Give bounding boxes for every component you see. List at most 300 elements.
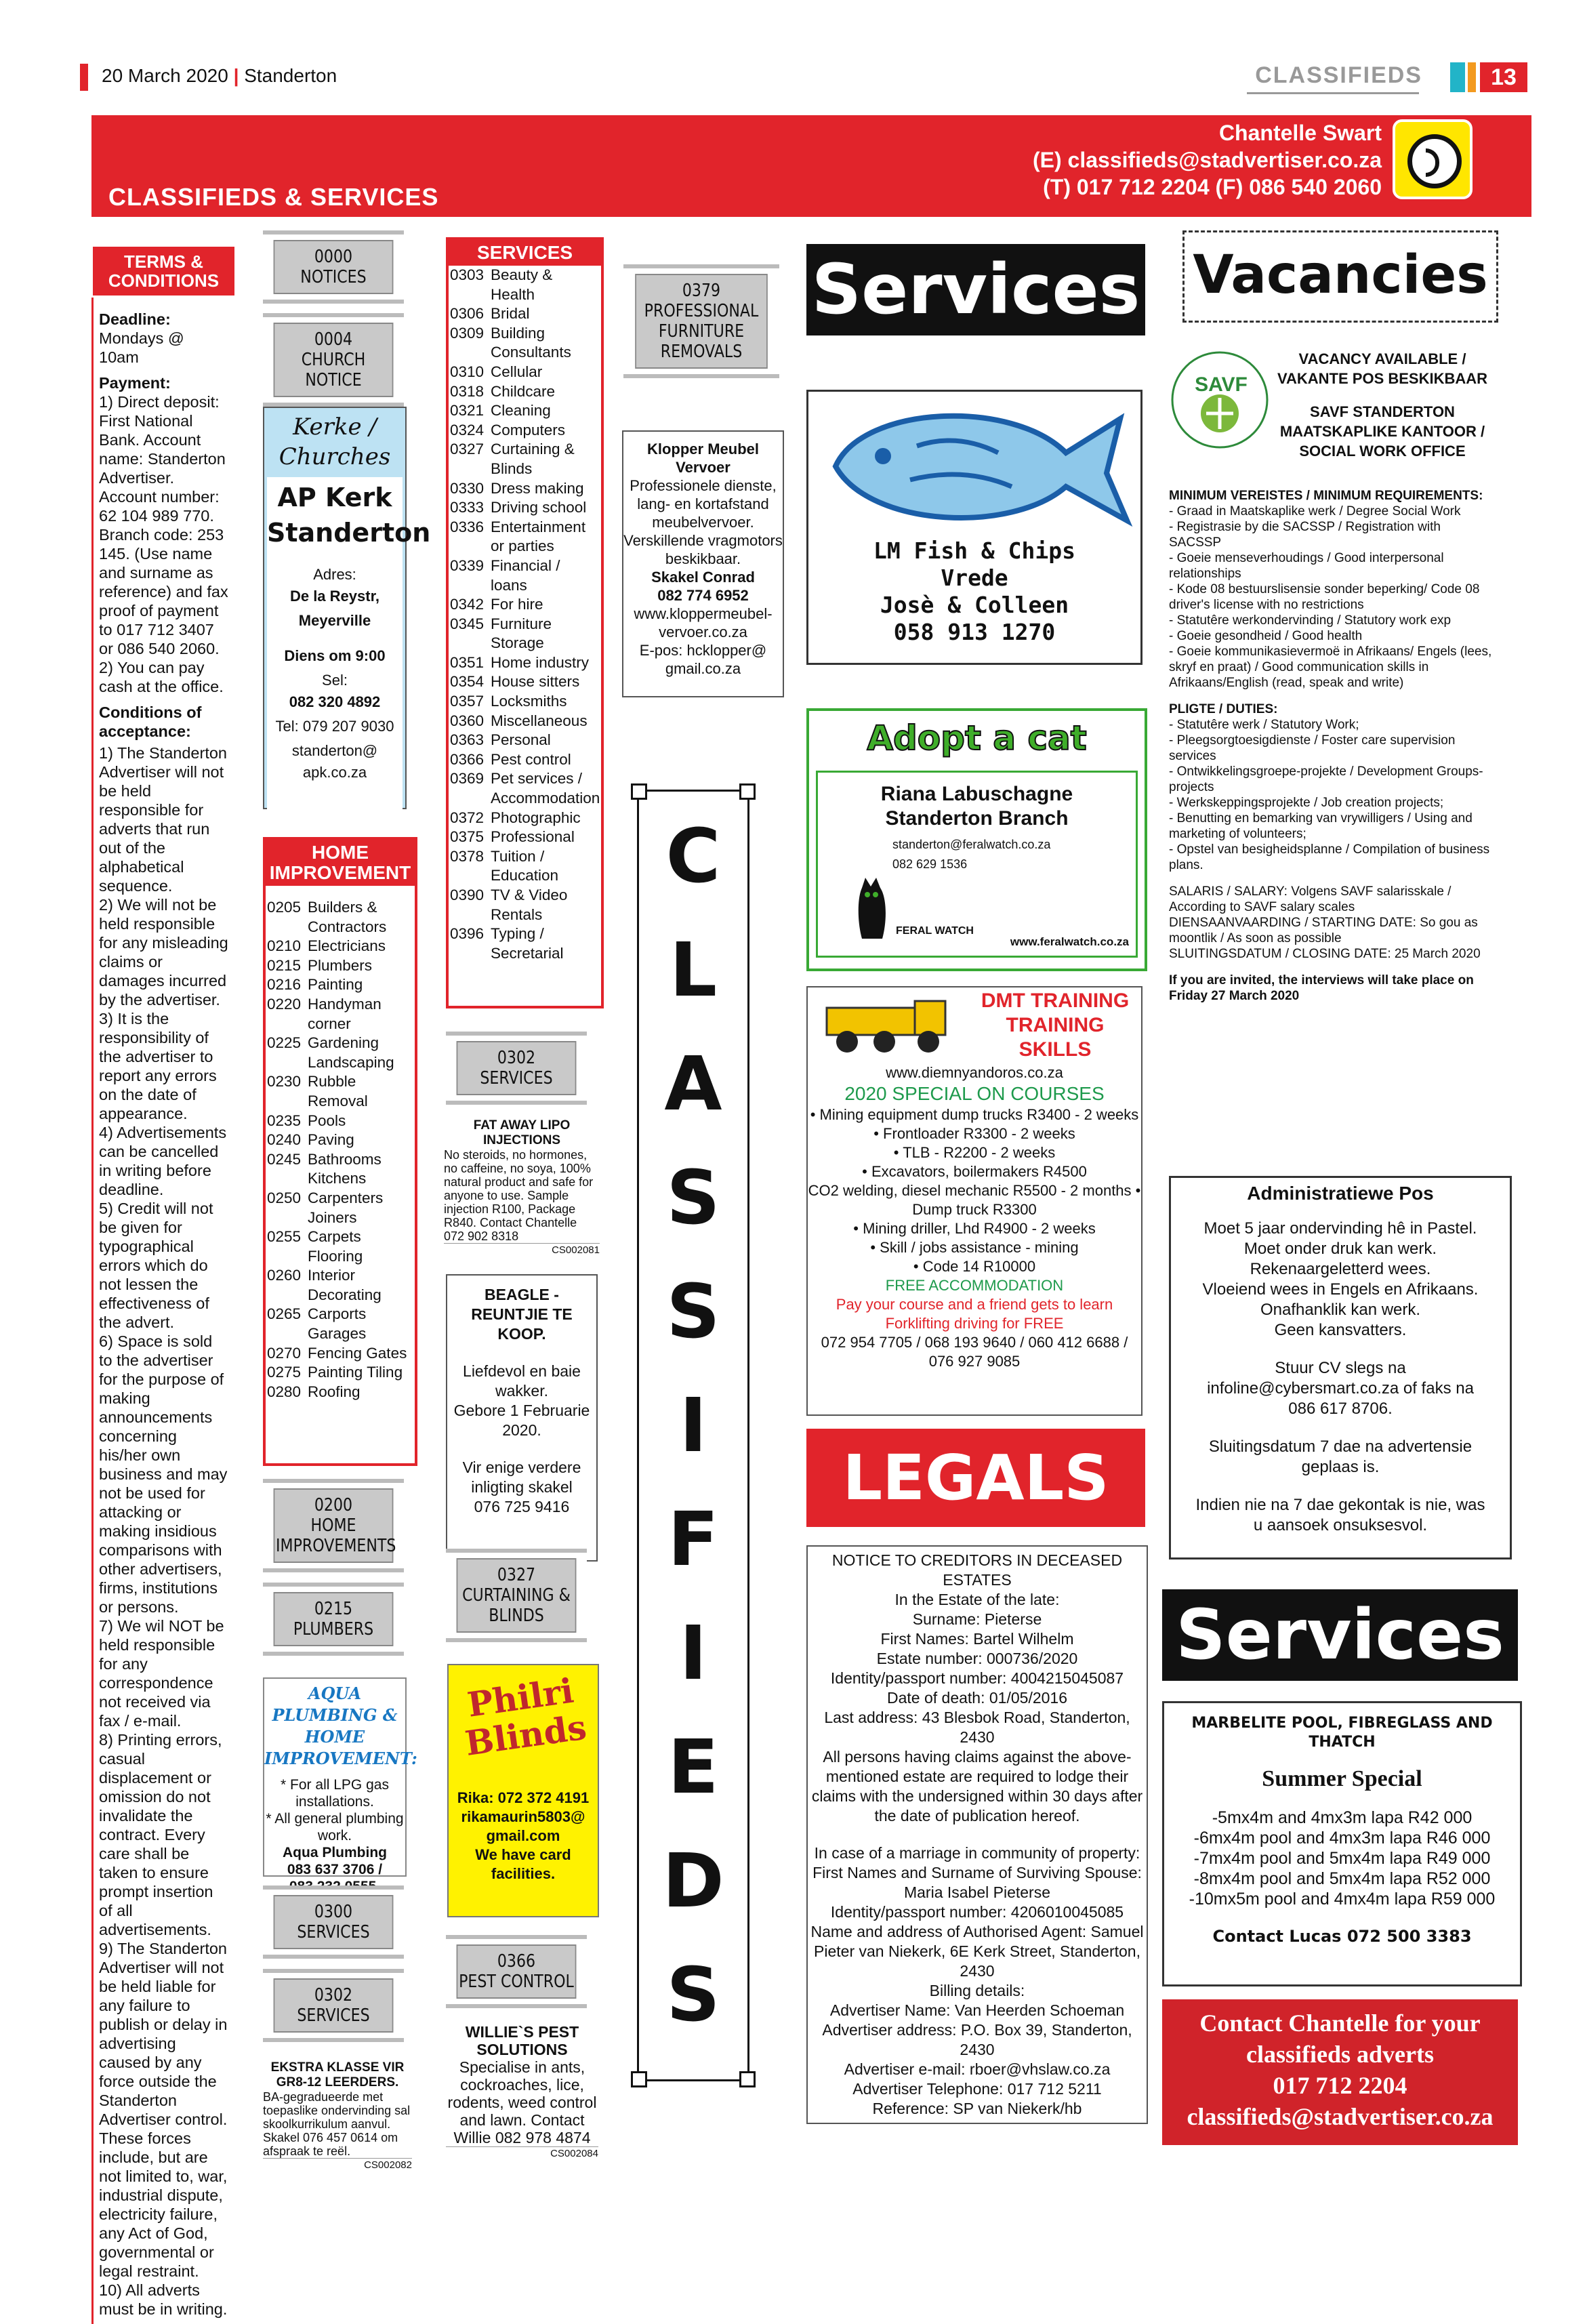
- duty-item: - Ontwikkelingsgroepe-projekte / Development Groups-projects: [1169, 765, 1483, 794]
- list-item: [450, 595, 600, 615]
- services-index: [446, 237, 604, 1008]
- heading-label: PEST CONTROL: [459, 1972, 574, 1992]
- duty-item: - Benutting en bemarking van vrywilligers / Using and marketing of volunteers;: [1169, 811, 1473, 841]
- dmt-training-ad: [806, 986, 1143, 1416]
- notice-line: First Names and Surname of Surviving Spouse: Maria Isabel Pieterse: [812, 1864, 1142, 1901]
- classifieds-vertical-banner: [637, 790, 749, 2081]
- list-item: [450, 712, 600, 731]
- cat-title: Adopt a cat: [867, 718, 1087, 758]
- list-item-code: 0378: [450, 847, 485, 865]
- notice-line: First Names: Bartel Wilhelm: [880, 1630, 1074, 1648]
- church-name: AP Kerk Standerton: [267, 483, 431, 548]
- chantelle-line-4: classifieds@stadvertiser.co.za: [1187, 2103, 1494, 2130]
- dump-truck-illustration: [813, 994, 962, 1055]
- list-item-name: Paving: [308, 1131, 354, 1149]
- heading-code: 0000: [314, 247, 353, 267]
- page-date: 20 March 2020: [102, 65, 228, 86]
- header-orange-bar: [1468, 62, 1476, 92]
- admin-line-2: Moet onder druk kan werk.: [1243, 1240, 1437, 1258]
- list-item-code: 0245: [267, 1150, 302, 1168]
- list-item-name: House sitters: [491, 673, 580, 691]
- admin-line-3: Rekenaargeletterd wees.: [1250, 1260, 1431, 1278]
- chantelle-line-3: 017 712 2204: [1273, 2072, 1407, 2099]
- list-item-code: 0215: [267, 956, 302, 974]
- duty-item: - Statutêre werk / Statutory Work;: [1169, 718, 1359, 732]
- notice-line: Billing details:: [929, 1982, 1025, 1999]
- contact-chantelle-ad: [1162, 1999, 1518, 2145]
- list-item-name: Painting Tiling: [308, 1364, 403, 1381]
- creditors-notice: [806, 1545, 1148, 2124]
- admin-line-4: Vloeiend wees in Engels en Afrikaans.: [1202, 1280, 1479, 1299]
- list-item: [450, 847, 600, 886]
- list-item-code: 0330: [450, 479, 485, 497]
- heading-label: SERVICES: [480, 1068, 553, 1088]
- list-item-code: 0235: [267, 1112, 302, 1129]
- admin-line-9: Indien nie na 7 dae gekontak is nie, was u aansoek onsuksesvol.: [1195, 1496, 1485, 1534]
- section-underline: [1247, 92, 1419, 94]
- list-item: [267, 1130, 413, 1150]
- list-item-code: 0375: [450, 828, 485, 846]
- dmt-course: • Mining driller, Lhd R4900 - 2 weeks: [853, 1220, 1096, 1237]
- starting-date: DIENSAANVAARDING / STARTING DATE: So gou as moontlik / As soon as possible: [1169, 916, 1478, 945]
- services-heading-2: Services: [1162, 1589, 1518, 1681]
- heading-0366: [446, 1935, 587, 2008]
- vacancy-title-2: SAVF STANDERTON MAATSKAPLIKE KANTOOR / SOCIAL WORK OFFICE: [1279, 403, 1485, 460]
- heading-0215: [263, 1583, 404, 1656]
- list-item-code: 0303: [450, 266, 485, 283]
- list-item: [450, 421, 600, 441]
- lipo-title: FAT AWAY LIPO INJECTIONS: [473, 1118, 571, 1147]
- vertical-letter: S: [666, 1268, 720, 1355]
- vacancy-title-1: VACANCY AVAILABLE / VAKANTE POS BESKIKBAAR: [1277, 350, 1488, 387]
- home-improvement-list: [266, 898, 415, 1402]
- phone-icon: [1393, 119, 1473, 199]
- fish-line-1: LM Fish & Chips: [873, 537, 1075, 564]
- church-cell: 082 320 4892: [289, 693, 381, 710]
- header-cyan-bar: [1450, 62, 1465, 92]
- price-item: -8mx4m pool and 5mx4m lapa R52 000: [1193, 1869, 1491, 1888]
- list-item-name: Interior Decorating: [308, 1267, 382, 1303]
- list-item: [450, 653, 600, 673]
- condition-2: 2) We will not be held responsible for any misleading claims or damages incurred by the advertiser.: [99, 896, 228, 1008]
- list-item-code: 0360: [450, 712, 485, 729]
- dmt-list: [808, 1105, 1141, 1276]
- closing-date: SLUITINGSDATUM / CLOSING DATE: 25 March 2020: [1169, 947, 1481, 961]
- notice-line: NOTICE TO CREDITORS IN DECEASED ESTATES: [831, 1551, 1123, 1589]
- list-item: [450, 440, 600, 478]
- requirements-list: [1169, 504, 1494, 691]
- services-title: SERVICES: [449, 240, 601, 266]
- church-email-2: apk.co.za: [302, 764, 367, 781]
- list-item: [267, 1072, 413, 1111]
- condition-8: 8) Printing errors, casual displacement or omission do not invalidate the contract. Every care shall be taken to ensure prompt insertion of all advertisements.: [99, 1731, 222, 1938]
- notice-line: Identity/passport number: 4004215045087: [830, 1669, 1124, 1687]
- list-item-code: 0230: [267, 1073, 302, 1090]
- list-item: [450, 518, 600, 556]
- list-item-name: Cellular: [491, 363, 543, 380]
- notice-line: Advertiser address: P.O. Box 39, Standerton, 2430: [822, 2021, 1132, 2058]
- list-item: [267, 1189, 413, 1227]
- notice-line: Reference: SP van Niekerk/hb: [872, 2100, 1082, 2117]
- notice-line: [808, 1826, 1147, 1843]
- vertical-letter: I: [679, 1610, 707, 1696]
- lipo-ref: CS002081: [444, 1243, 600, 1257]
- requirement-item: - Statutêre werkondervinding / Statutory work exp: [1169, 613, 1452, 628]
- page-number: 13: [1480, 62, 1527, 92]
- list-item-name: Pest control: [491, 750, 571, 768]
- list-item-code: 0250: [267, 1189, 302, 1206]
- cat-phone: 082 629 1536: [892, 857, 968, 871]
- price-item: -10mx5m pool and 4mx4m lapa R59 000: [1189, 1890, 1496, 1909]
- marbelite-ad: [1162, 1701, 1522, 1986]
- list-item-name: Handyman corner: [308, 995, 382, 1032]
- admin-position-ad: [1169, 1176, 1512, 1559]
- list-item-name: Financial / loans: [491, 556, 560, 594]
- list-item-name: Tuition / Education: [491, 847, 559, 884]
- list-item-name: Painting: [308, 976, 363, 994]
- klopper-web: www.kloppermeubel-vervoer.co.za: [634, 605, 773, 640]
- terms-column: [91, 247, 234, 2324]
- vertical-letter: A: [664, 1040, 722, 1127]
- list-item: [450, 266, 600, 304]
- vertical-letter: C: [665, 813, 721, 899]
- list-item: [267, 975, 413, 995]
- contact-email: (E) classifieds@stadvertiser.co.za: [1033, 148, 1382, 172]
- church-address-1: De la Reystr,: [289, 588, 380, 605]
- admin-line-1: Moet 5 jaar ondervinding hê in Pastel.: [1203, 1219, 1477, 1238]
- list-item-code: 0220: [267, 995, 302, 1013]
- list-item-code: 0327: [450, 441, 485, 458]
- list-item-code: 0265: [267, 1305, 302, 1323]
- condition-7: 7) We wil NOT be held responsible for any correspondence not received via fax / e-mail.: [99, 1617, 224, 1730]
- fish-chips-ad: [806, 390, 1143, 665]
- list-item-code: 0366: [450, 750, 485, 768]
- heading-0302-col2: [263, 1969, 404, 2042]
- list-item-code: 0321: [450, 402, 485, 420]
- church-service-time: Diens om 9:00: [284, 647, 386, 664]
- condition-1: 1) The Standerton Advertiser will not be held responsible for adverts that run out of the alphabetical sequence.: [99, 744, 227, 895]
- list-item: [450, 615, 600, 653]
- list-item-code: 0333: [450, 499, 485, 516]
- heading-0379: [623, 264, 779, 378]
- heading-code: 0300: [314, 1902, 353, 1922]
- list-item: [267, 1305, 413, 1343]
- condition-5: 5) Credit will not be given for typographical errors which do not lessen the effectiveness of the advert.: [99, 1200, 213, 1331]
- heading-label: PLUMBERS: [293, 1619, 374, 1639]
- notice-line: All persons having claims against the above-mentioned estate are required to lodge their claims with the undersigned within 30 days after the date of publication hereof.: [811, 1748, 1143, 1824]
- list-item: [450, 382, 600, 402]
- heading-label: SERVICES: [297, 2005, 370, 2026]
- list-item-name: Driving school: [491, 499, 587, 516]
- list-item-code: 0339: [450, 556, 485, 574]
- list-item: [267, 1383, 413, 1402]
- list-item-name: Fencing Gates: [308, 1344, 407, 1362]
- duties-list: [1169, 717, 1494, 873]
- aqua-line-4: 083 637 3706 /: [287, 1862, 383, 1877]
- list-item: [450, 769, 600, 808]
- vertical-letter: S: [666, 1951, 720, 2038]
- dmt-special: 2020 SPECIAL ON COURSES: [844, 1083, 1105, 1104]
- list-item-name: Plumbers: [308, 956, 373, 974]
- payment-label: Payment:: [99, 374, 171, 392]
- church-cell-label: Sel:: [322, 672, 348, 689]
- list-item: [450, 828, 600, 847]
- list-item-code: 0336: [450, 518, 485, 535]
- list-item: [267, 1227, 413, 1266]
- cat-web: www.feralwatch.co.za: [1010, 935, 1129, 948]
- list-item-name: Builders & Contractors: [308, 899, 387, 935]
- requirements-head: MINIMUM VEREISTES / MINIMUM REQUIREMENTS:: [1169, 489, 1483, 503]
- list-item-code: 0318: [450, 382, 485, 400]
- paper-name: Standerton: [244, 65, 337, 86]
- heading-0300: [263, 1885, 404, 1959]
- list-item: [267, 1344, 413, 1364]
- list-item-code: 0255: [267, 1228, 302, 1246]
- condition-3: 3) It is the responsibility of the advertiser to report any errors on the date of appearance.: [99, 1010, 217, 1122]
- price-item: -7mx4m pool and 5mx4m lapa R49 000: [1193, 1849, 1491, 1868]
- list-item-code: 0354: [450, 673, 485, 691]
- dmt-phones: 072 954 7705 / 068 193 9640 / 060 412 6688 / 076 927 9085: [821, 1334, 1128, 1370]
- list-item-code: 0275: [267, 1364, 302, 1381]
- dmt-web: www.diemnyandoros.co.za: [886, 1064, 1063, 1081]
- notice-line: In case of a marriage in community of property:: [814, 1844, 1140, 1862]
- contact-phone: (T) 017 712 2204 (F) 086 540 2060: [1043, 175, 1382, 199]
- list-item: [267, 937, 413, 956]
- list-item-name: Rubble Removal: [308, 1073, 368, 1109]
- list-item-name: Bridal: [491, 305, 530, 323]
- vacancies-heading: Vacancies: [1193, 245, 1488, 306]
- list-item-name: Photographic: [491, 809, 581, 826]
- chantelle-line-2: classifieds adverts: [1246, 2041, 1434, 2068]
- notice-line: Advertiser Telephone: 017 712 5211: [852, 2080, 1102, 2098]
- marbelite-special: Summer Special: [1262, 1766, 1422, 1791]
- list-item-code: 0210: [267, 937, 302, 955]
- klopper-email: E-pos: hcklopper@ gmail.co.za: [639, 642, 767, 677]
- vertical-letter: E: [667, 1724, 719, 1810]
- church-tel: Tel: 079 207 9030: [275, 718, 394, 735]
- requirement-item: - Registrasie by die SACSSP / Registration with SACSSP: [1169, 520, 1441, 550]
- legals-heading: LEGALS: [806, 1429, 1145, 1527]
- list-item-name: Locksmiths: [491, 693, 567, 710]
- admin-line-7: Stuur CV slegs na infoline@cybersmart.co.za of faks na 086 617 8706.: [1207, 1359, 1474, 1418]
- heading-code: 0200: [314, 1495, 353, 1515]
- list-item-name: Building Consultants: [491, 324, 571, 361]
- condition-4: 4) Advertisements can be cancelled in writing before deadline.: [99, 1124, 227, 1198]
- list-item-name: Pools: [308, 1112, 346, 1129]
- philri-line-2: rikamaurin5803@: [461, 1808, 585, 1825]
- deadline-value: Mondays @ 10am: [99, 329, 184, 366]
- list-item-name: Cleaning: [491, 402, 551, 420]
- corner-ornament: [739, 783, 756, 800]
- duty-item: - Pleegsorgtoesigdienste / Foster care supervision services: [1169, 733, 1456, 763]
- savf-logo-text: SAVF: [1195, 373, 1248, 396]
- notice-line: In the Estate of the late:: [894, 1591, 1060, 1608]
- condition-10: 10) All adverts must be in writing.: [99, 2281, 228, 2318]
- beagle-line-3: Vir enige verdere inligting skakel: [462, 1459, 581, 1496]
- list-item-code: 0372: [450, 809, 485, 826]
- list-item: [450, 479, 600, 499]
- list-item-code: 0270: [267, 1344, 302, 1362]
- dmt-pay: Pay your course and a friend gets to learn Forklifting driving for FREE: [836, 1296, 1113, 1332]
- willie-title: WILLIE`S PEST SOLUTIONS: [465, 2023, 579, 2058]
- list-item-name: Bathrooms Kitchens: [308, 1150, 382, 1187]
- aqua-line-2: * All general plumbing work.: [266, 1811, 404, 1843]
- heading-code: 0327: [497, 1565, 536, 1585]
- heading-0000: [263, 230, 404, 304]
- ekstra-ref: CS002082: [263, 2158, 412, 2172]
- notice-line: Name and address of Authorised Agent: Samuel Pieter van Niekerk, 6E Kerk Street, Standerton, 2430: [810, 1923, 1144, 1980]
- list-item-name: Pet services / Accommodation: [491, 770, 600, 807]
- duties-head: PLIGTE / DUTIES:: [1169, 702, 1278, 716]
- list-item-code: 0205: [267, 899, 302, 916]
- list-item-name: Electricians: [308, 937, 386, 955]
- notice-line: Last address: 43 Blesbok Road, Standerton, 2430: [824, 1709, 1130, 1746]
- cat-name-2: Standerton Branch: [885, 807, 1069, 830]
- list-item-code: 0306: [450, 305, 485, 323]
- admin-line-8: Sluitingsdatum 7 dae na advertensie geplaas is.: [1208, 1438, 1473, 1476]
- list-item-name: Dress making: [491, 479, 584, 497]
- list-item-code: 0260: [267, 1267, 302, 1284]
- savf-logo-icon: [1169, 349, 1271, 451]
- condition-6: 6) Space is sold to the advertiser for the purpose of making announcements concerning his/her own business and may not be used for attacking or making insidious comparisons with other advertisers, firms, institutions or persons.: [99, 1332, 228, 1616]
- requirement-item: - Graad in Maatskaplike werk / Degree Social Work: [1169, 504, 1461, 518]
- list-item: [267, 1150, 413, 1189]
- list-item-name: TV & Video Rentals: [491, 886, 568, 923]
- fish-line-2: Vrede: [941, 565, 1008, 591]
- corner-ornament: [739, 2071, 756, 2087]
- list-item-name: Home industry: [491, 653, 590, 671]
- dmt-course: • Frontloader R3300 - 2 weeks: [873, 1125, 1075, 1142]
- vertical-letter: I: [679, 1382, 707, 1469]
- church-address-label: Adres:: [313, 566, 356, 583]
- notice-line: Surname: Pieterse: [912, 1610, 1042, 1628]
- cat-silhouette-icon: [852, 874, 892, 942]
- dmt-course: • Code 14 R10000: [913, 1258, 1036, 1275]
- willie-body: Specialise in ants, cockroaches, lice, rodents, weed control and lawn. Contact Willie 082 978 4874: [447, 2058, 597, 2146]
- price-item: -5mx4m and 4mx3m lapa R42 000: [1212, 1808, 1473, 1827]
- dmt-course: • TLB - R2200 - 2 weeks: [893, 1144, 1056, 1161]
- banner-title: CLASSIFIEDS & SERVICES: [108, 183, 439, 211]
- klopper-title: Klopper Meubel Vervoer: [646, 441, 759, 476]
- corner-ornament: [631, 783, 647, 800]
- heading-code: 0004: [314, 329, 353, 350]
- notice-line: Identity/passport number: 4206010045085: [830, 1903, 1124, 1921]
- list-item-name: Professional: [491, 828, 575, 846]
- philri-title: Philri Blinds: [462, 1670, 589, 1764]
- heading-code: 0302: [497, 1048, 536, 1068]
- heading-label: CURTAINING & BLINDS: [462, 1585, 571, 1626]
- philri-line-1: Rika: 072 372 4191: [457, 1789, 590, 1806]
- list-item: [450, 809, 600, 828]
- beagle-line-1: Liefdevol en baie wakker.: [463, 1362, 581, 1400]
- list-item: [450, 672, 600, 692]
- services-heading: Services: [806, 244, 1145, 335]
- requirement-item: - Kode 08 bestuurslisensie sonder beperking/ Code 08 driver's license with no restrictions: [1169, 582, 1480, 612]
- list-item-name: Carports Garages: [308, 1305, 367, 1343]
- list-item-code: 0357: [450, 693, 485, 710]
- ekstra-body: BA-gegradueerde met toepaslike ondervinding sal skoolkurrikulum aanvul. Skakel 076 457 0614 om afspraak te reël.: [263, 2090, 411, 2158]
- aqua-title: AQUA PLUMBING & HOME IMPROVEMENT:: [264, 1684, 417, 1768]
- lipo-body: No steroids, no hormones, no caffeine, no soya, 100% natural product and safe for anyone to use. Sample injection R100, Package R840. Contact Chantelle 072 902 8318: [444, 1148, 594, 1243]
- requirement-item: - Goeie gesondheid / Good health: [1169, 629, 1363, 643]
- list-item: [450, 401, 600, 421]
- list-item: [267, 1112, 413, 1131]
- marbelite-contact: Contact Lucas 072 500 3383: [1212, 1927, 1472, 1946]
- duty-item: - Werkskeppingsprojekte / Job creation projects;: [1169, 796, 1444, 810]
- heading-label: CHURCH NOTICE: [301, 350, 366, 390]
- list-item-name: Curtaining & Blinds: [491, 441, 575, 477]
- philri-line-3: gmail.com: [486, 1827, 560, 1844]
- list-item-name: Beauty & Health: [491, 266, 553, 303]
- list-item-code: 0345: [450, 615, 485, 632]
- heading-label: NOTICES: [300, 267, 367, 287]
- vertical-letter: F: [667, 1496, 719, 1583]
- adopt-cat-ad: [806, 708, 1147, 971]
- contact-name: Chantelle Swart: [1218, 121, 1382, 145]
- list-item: [450, 304, 600, 324]
- payment-2: 2) You can pay cash at the office.: [99, 659, 224, 695]
- ekstra-klasse-ad: [263, 2060, 412, 2172]
- list-item-code: 0342: [450, 596, 485, 613]
- list-item-code: 0225: [267, 1034, 302, 1052]
- philri-line-4: We have card facilities.: [475, 1846, 571, 1882]
- price-item: -6mx4m pool and 4mx3m lapa R46 000: [1193, 1829, 1491, 1848]
- cat-brand: FERAL WATCH: [896, 925, 974, 937]
- heading-code: 0302: [314, 1985, 353, 2005]
- fish-line-3: Josè & Colleen: [880, 592, 1069, 618]
- page-date-line: 20 March 2020 | Standerton: [102, 65, 337, 86]
- salary: SALARIS / SALARY: Volgens SAVF salarisskale / According to SAVF salary scales: [1169, 884, 1452, 914]
- list-item: [267, 995, 413, 1034]
- admin-line-5: Onafhanklik kan werk.: [1260, 1301, 1421, 1319]
- list-item-code: 0396: [450, 925, 485, 943]
- heading-code: 0215: [314, 1599, 353, 1619]
- duty-item: - Opstel van besigheidsplanne / Compilation of business plans.: [1169, 842, 1490, 872]
- dmt-course: • Mining equipment dump trucks R3400 - 2 weeks: [810, 1106, 1139, 1123]
- header-red-marker: [80, 64, 88, 91]
- list-item-code: 0310: [450, 363, 485, 380]
- dmt-course: • Excavators, boilermakers R4500: [862, 1163, 1087, 1180]
- beagle-line-4: 076 725 9416: [474, 1498, 570, 1515]
- list-item-name: For hire: [491, 596, 543, 613]
- list-item: [450, 924, 600, 963]
- requirement-item: - Goeie menseverhoudings / Good interpersonal relationships: [1169, 551, 1444, 581]
- list-item: [450, 498, 600, 518]
- willie-pest-ad: [446, 2023, 598, 2161]
- heading-0302-col3: [446, 1032, 587, 1105]
- heading-0200: [263, 1479, 404, 1572]
- klopper-phone: 082 774 6952: [657, 587, 749, 604]
- terms-title: TERMS & CONDITIONS: [91, 245, 236, 298]
- church-ad: [263, 407, 431, 809]
- notice-line: Date of death: 01/05/2016: [887, 1689, 1067, 1707]
- list-item-name: Furniture Storage: [491, 615, 552, 652]
- beagle-line-2: Gebore 1 Februarie 2020.: [453, 1402, 590, 1439]
- admin-title: Administratiewe Pos: [1247, 1183, 1434, 1204]
- fish-line-4: 058 913 1270: [893, 619, 1056, 645]
- vertical-letter: D: [662, 1837, 724, 1924]
- marbelite-title: MARBELITE POOL, FIBREGLASS AND THATCH: [1191, 1715, 1493, 1751]
- list-item-name: Miscellaneous: [491, 712, 588, 729]
- banner-contact: [1033, 119, 1382, 201]
- corner-ornament: [631, 2071, 647, 2087]
- church-ad-title: Kerke / Churches: [279, 413, 391, 470]
- cat-email: standerton@feralwatch.co.za: [892, 838, 1051, 851]
- marbelite-prices: [1164, 1808, 1520, 1909]
- condition-9: 9) The Standerton Advertiser will not be held liable for any failure to publish or delay in advertising caused by any force outside the Standerton Advertiser control. These forces include, but are not limited to, war, industrial dispute, electricity failure, any Act of God, governmental or legal restraint.: [99, 1940, 228, 2280]
- list-item: [267, 1266, 413, 1305]
- dmt-course: CO2 welding, diesel mechanic R5500 - 2 months • Dump truck R3300: [808, 1182, 1141, 1218]
